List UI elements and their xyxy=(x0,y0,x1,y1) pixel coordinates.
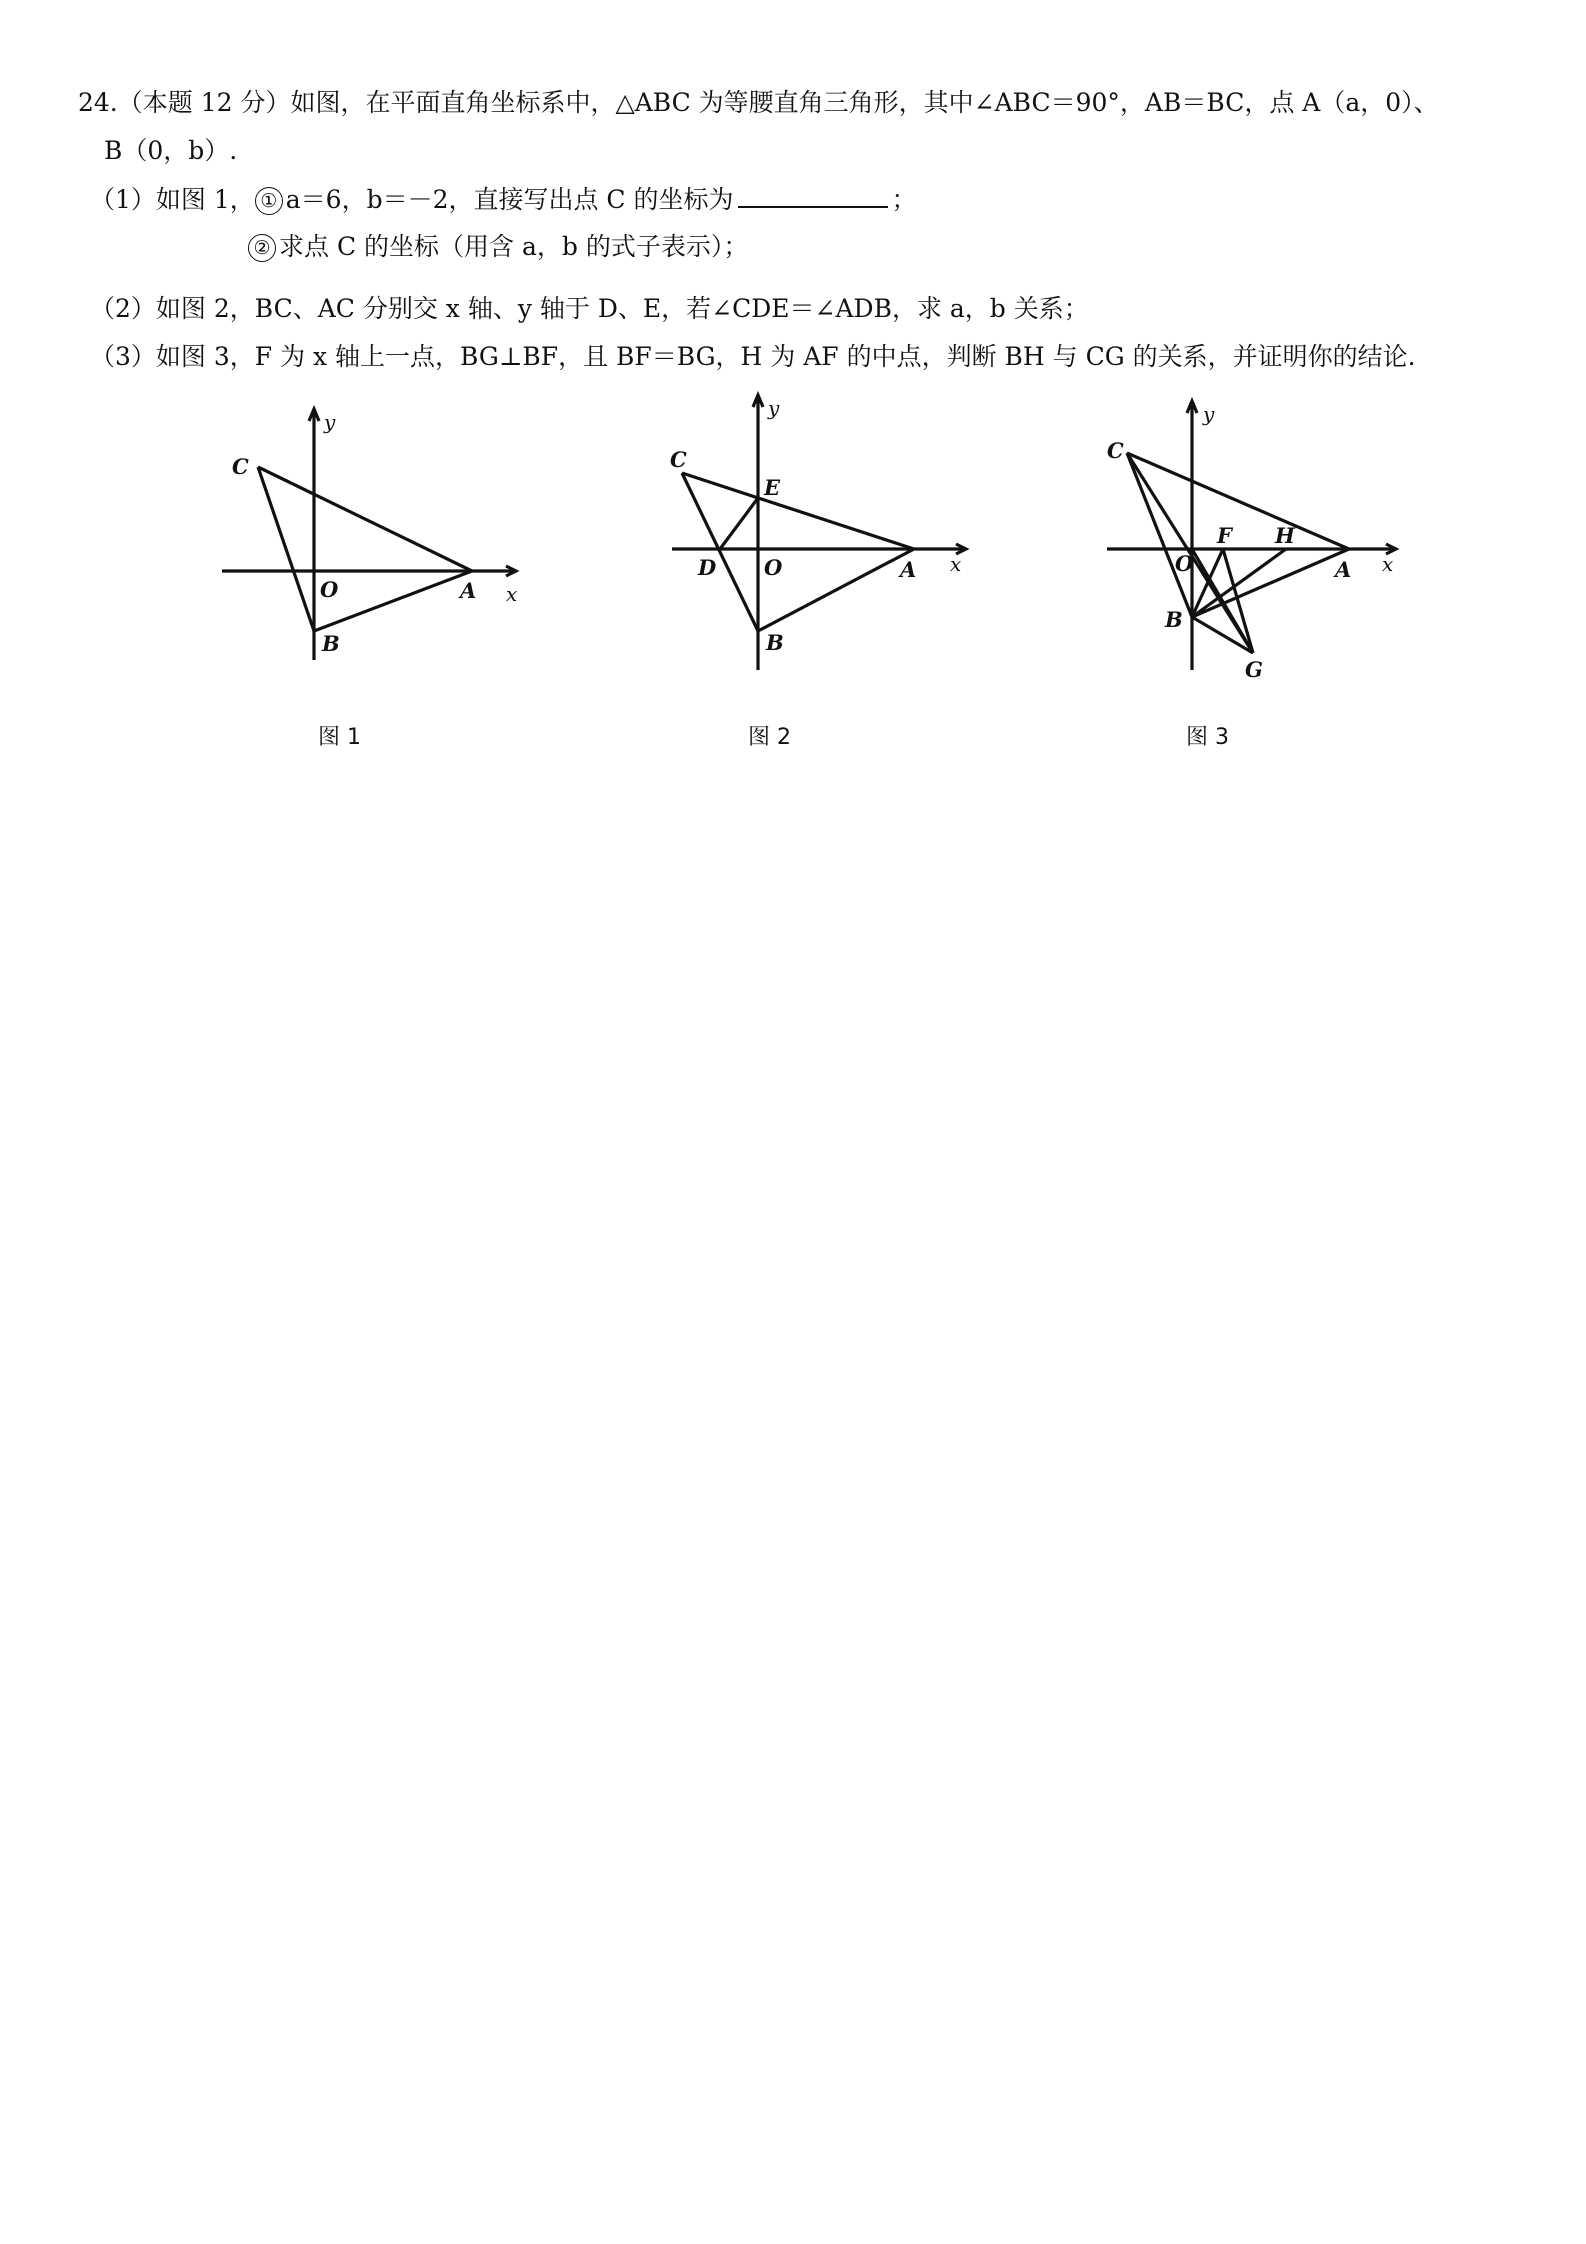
label-O: O xyxy=(1175,551,1194,576)
figure-1-diagram xyxy=(210,395,540,685)
label-C: C xyxy=(232,454,249,479)
label-A: A xyxy=(460,578,477,603)
label-C: C xyxy=(1107,438,1124,463)
label-y: y xyxy=(768,396,780,420)
figure-2-diagram xyxy=(660,395,990,685)
label-B: B xyxy=(1165,607,1183,632)
label-E: E xyxy=(764,475,781,500)
figure-3-diagram xyxy=(1095,395,1425,685)
label-y: y xyxy=(1203,402,1215,426)
label-B: B xyxy=(322,631,340,656)
part-1-question-b xyxy=(248,230,748,264)
part-1-prefix: （1）如图 1， xyxy=(90,185,255,214)
circled-number-2: ② xyxy=(248,234,276,262)
segment-CA xyxy=(682,473,914,549)
label-O: O xyxy=(320,577,339,602)
figure-1 xyxy=(210,395,540,685)
label-O: O xyxy=(764,555,783,580)
label-x: x xyxy=(1382,552,1394,576)
problem-line-1: 24.（本题 12 分）如图，在平面直角坐标系中，△ABC 为等腰直角三角形，其中∠ABC＝90°，AB＝BC，点 A（a，0）、 xyxy=(78,88,1439,117)
part-1-question-a xyxy=(90,182,917,217)
figure-3-caption: 图 3 xyxy=(1186,725,1229,750)
segment-CA xyxy=(258,467,472,571)
label-G: G xyxy=(1245,657,1263,682)
answer-blank xyxy=(738,182,888,208)
part-1-a-text: a＝6，b＝－2，直接写出点 C 的坐标为 xyxy=(285,185,734,214)
label-A: A xyxy=(1335,557,1352,582)
label-B: B xyxy=(766,630,784,655)
label-A: A xyxy=(900,557,917,582)
label-x: x xyxy=(950,552,962,576)
figure-1-caption: 图 1 xyxy=(318,725,361,750)
label-x: x xyxy=(506,582,518,606)
part-3-question: （3）如图 3，F 为 x 轴上一点，BG⊥BF，且 BF＝BG，H 为 AF 的中点，判断 BH 与 CG 的关系，并证明你的结论. xyxy=(90,342,1416,371)
part-1-b-text: 求点 C 的坐标（用含 a，b 的式子表示）； xyxy=(279,232,749,261)
figure-2-caption: 图 2 xyxy=(748,725,791,750)
circled-number-1: ① xyxy=(255,187,283,215)
label-D: D xyxy=(698,555,717,580)
label-H: H xyxy=(1275,523,1295,548)
problem-line-2: B（0，b）. xyxy=(104,136,238,165)
label-F: F xyxy=(1217,523,1232,548)
segment-DE xyxy=(720,498,758,549)
part-1-a-end: ； xyxy=(891,185,917,214)
figure-3 xyxy=(1095,395,1425,685)
figure-2 xyxy=(660,395,990,685)
label-C: C xyxy=(670,447,687,472)
segment-CB xyxy=(682,473,758,631)
part-2-question: （2）如图 2，BC、AC 分别交 x 轴、y 轴于 D、E，若∠CDE＝∠ADB，求 a，b 关系； xyxy=(90,294,1089,323)
label-y: y xyxy=(324,410,336,434)
segment-OG xyxy=(1192,549,1253,653)
